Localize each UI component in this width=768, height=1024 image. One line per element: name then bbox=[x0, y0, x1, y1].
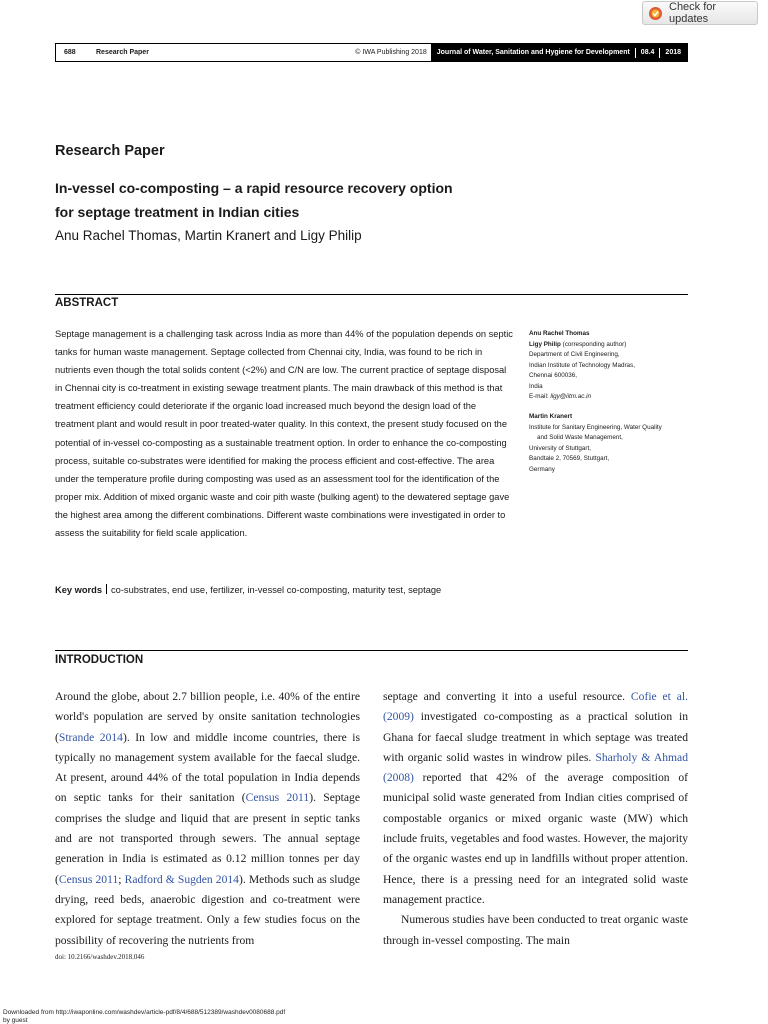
introduction-rule bbox=[55, 650, 688, 651]
affil-institute: Indian Institute of Technology Madras, bbox=[529, 361, 635, 369]
abstract-heading: ABSTRACT bbox=[55, 297, 119, 309]
citation-link[interactable]: Census 2011 bbox=[245, 791, 310, 805]
header-journal-block bbox=[431, 44, 687, 61]
affil-author-name: Ligy Philip bbox=[529, 340, 561, 348]
introduction-column-left bbox=[55, 687, 360, 951]
text-run: ). Methods such as sludge drying, reed beds, anaerobic digestion and co-treatment were explored for septage treatment. Only a few studies focus on the possibility of recovering the nutrients from bbox=[55, 872, 360, 947]
affil-address: Bandtale 2, 70569, Stuttgart, bbox=[529, 455, 610, 462]
header-page-number: 688 bbox=[64, 49, 76, 56]
header-copyright: © IWA Publishing 2018 bbox=[355, 49, 427, 56]
article-title-line-2: for septage treatment in Indian cities bbox=[55, 204, 300, 220]
affil-institute-cont: and Solid Waste Management, bbox=[537, 434, 623, 441]
affil-university: University of Stuttgart, bbox=[529, 444, 591, 452]
keywords-divider bbox=[106, 584, 107, 594]
running-header bbox=[55, 43, 688, 62]
affil-corresponding-note: (corresponding author) bbox=[562, 340, 627, 348]
header-paper-type: Research Paper bbox=[96, 49, 149, 56]
abstract-text: Septage management is a challenging task across India as more than 44% of the population depends on septic tanks for human waste management. Septage collected from Chennai city, India, was found to be rich in nutrients even though the total solids content (<2%) and C/N are low. The current practice of septage disposal in Chennai city is co-treatment in existing sewage treatment plants. The main drawback of this method is that treatment efficiency could deteriorate if the organic load increased much beyond the design load of the treatment plant and would result in poor treated-water quality. In this context, the present study focused on the potential of in-vessel co-composting as a sustainable treatment option. In order to enhance the co-composting process, suitable co-substrates were identified for making the process efficient and cost-effective. The area under the temperature profile during composting was used as an assessment tool for the identification of the proper mix. Addition of mixed organic waste and coir pith waste (bulking agent) to the dewatered septage gave the highest area among the different combinations. Different waste combinations were investigated in order to assess the suitability for field scale application. bbox=[55, 329, 513, 539]
text-run: investigated co-composting as a practical solution in Ghana for faecal sludge treatment in which septage was treated with organic solid wastes in windrow piles. bbox=[383, 710, 688, 764]
affil-city: Chennai 600036, bbox=[529, 372, 577, 379]
citation-link[interactable]: Cofie et al. (2009) bbox=[383, 690, 688, 724]
header-separator bbox=[659, 48, 660, 58]
citation-link[interactable]: Radford & Sugden 2014 bbox=[124, 872, 239, 886]
article-authors: Anu Rachel Thomas, Martin Kranert and Ligy Philip bbox=[55, 228, 362, 243]
introduction-paragraph bbox=[383, 687, 688, 910]
check-for-updates-button[interactable] bbox=[642, 1, 758, 25]
affil-country: India bbox=[529, 382, 543, 390]
affil-email-link[interactable]: ligy@iitm.ac.in bbox=[550, 393, 592, 400]
affil-department: Department of Civil Engineering, bbox=[529, 351, 620, 358]
keywords bbox=[55, 583, 525, 597]
text-run: ; bbox=[118, 872, 125, 886]
header-separator bbox=[635, 48, 636, 58]
introduction-paragraph bbox=[55, 687, 360, 951]
header-issue: 08.4 bbox=[640, 49, 655, 56]
header-year: 2018 bbox=[665, 49, 681, 56]
article-title-line-1: In-vessel co-composting – a rapid resource recovery option bbox=[55, 180, 453, 196]
check-updates-icon bbox=[648, 6, 663, 21]
text-run: septage and converting it into a useful resource. bbox=[383, 690, 631, 703]
citation-link[interactable]: Sharholy & Ahmad (2008) bbox=[383, 750, 688, 785]
article-title bbox=[55, 176, 535, 224]
download-notice-line-2: by guest bbox=[3, 1016, 28, 1024]
abstract-rule bbox=[55, 294, 688, 295]
article-type: Research Paper bbox=[55, 143, 165, 159]
text-run: Around the globe, about 2.7 billion people, i.e. 40% of the entire world's population are served by onsite sanitation technologies ( bbox=[55, 690, 360, 744]
introduction-heading: INTRODUCTION bbox=[55, 654, 144, 666]
affil-author-name: Martin Kranert bbox=[529, 413, 573, 420]
text-run: reported that 42% of the average composition of municipal solid waste generated from Indian cities comprised of compostable organics or mixed organic waste (MW) which include fruits, vegetables and food wastes. However, the majority of the organic wastes end up in landfills without proper attention. Hence, there is a pressing need for an integrated solid waste management practice. bbox=[383, 771, 688, 906]
header-journal-name: Journal of Water, Sanitation and Hygiene for Development bbox=[436, 49, 630, 56]
affiliation-block-1 bbox=[529, 329, 689, 403]
introduction-column-right bbox=[383, 687, 688, 951]
affiliation-block-2 bbox=[529, 412, 689, 475]
citation-link[interactable]: Census 2011 bbox=[58, 872, 119, 886]
affil-institute: Institute for Sanitary Engineering, Water Quality bbox=[529, 423, 662, 431]
citation-link[interactable]: Strande 2014 bbox=[58, 730, 123, 744]
introduction-paragraph: Numerous studies have been conducted to treat organic waste through in-vessel composting. The main bbox=[383, 913, 688, 947]
keywords-list: co-substrates, end use, fertilizer, in-vessel co-composting, maturity test, septage bbox=[111, 585, 442, 595]
download-notice-line-1: Downloaded from http://iwaponline.com/washdev/article-pdf/8/4/688/512389/washdev0080688.pdf bbox=[3, 1009, 286, 1016]
affil-country: Germany bbox=[529, 465, 555, 473]
affil-author-name: Anu Rachel Thomas bbox=[529, 330, 590, 337]
doi-link[interactable]: doi: 10.2166/washdev.2018.046 bbox=[55, 953, 145, 961]
keywords-label: Key words bbox=[55, 585, 103, 595]
check-for-updates-label: Check for updates bbox=[669, 1, 717, 25]
download-notice bbox=[3, 1009, 285, 1024]
text-run: ). Septage comprises the sludge and liquid that are present in septic tanks and are not transported through sewers. The annual septage generation in India is estimated as 0.12 million tonnes per day ( bbox=[55, 791, 360, 886]
text-run: ). In low and middle income countries, there is typically no management system available for the faecal sludge. At present, around 44% of the total population in India depends on septic tanks for their sanitation ( bbox=[55, 730, 360, 805]
affil-email-label: E-mail: bbox=[529, 393, 549, 400]
